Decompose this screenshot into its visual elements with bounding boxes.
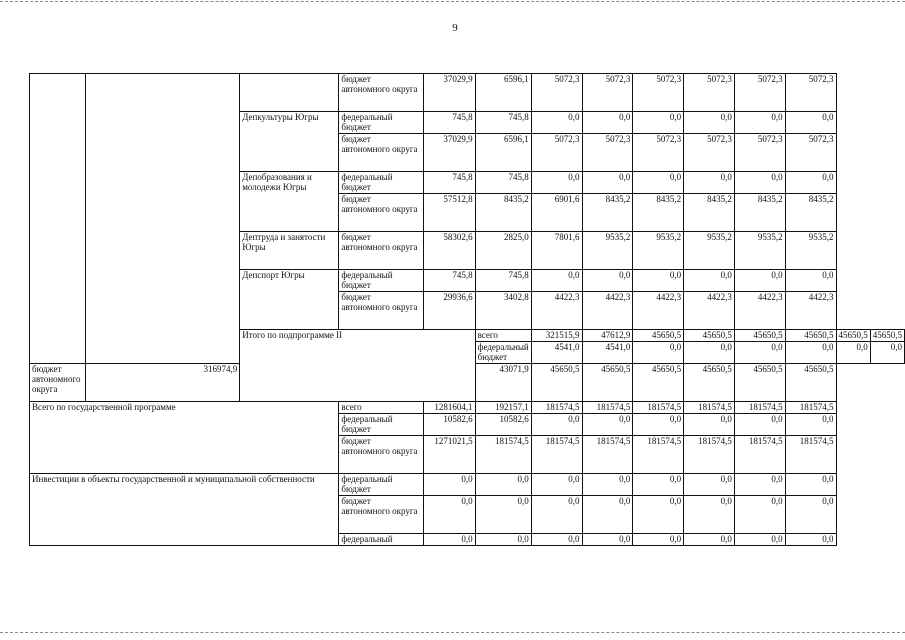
value-cell: 0,0	[633, 414, 684, 436]
value-cell: 45650,5	[531, 364, 582, 402]
value-cell: 181574,5	[684, 436, 735, 474]
source-label: бюджет автономного округа	[30, 364, 86, 402]
value-cell: 7801,6	[531, 232, 582, 270]
value-cell: 316974,9	[85, 364, 240, 402]
source-label: бюджет автономного округа	[339, 134, 424, 172]
source-label: федеральный бюджет	[339, 112, 424, 134]
value-cell: 5072,3	[633, 134, 684, 172]
value-cell: 745,8	[424, 270, 475, 292]
source-label: бюджет автономного округа	[339, 232, 424, 270]
value-cell: 8435,2	[785, 194, 836, 232]
value-cell: 181574,5	[475, 436, 531, 474]
source-label: федеральный бюджет	[339, 414, 424, 436]
value-cell: 9535,2	[684, 232, 735, 270]
table-row	[30, 402, 905, 414]
value-cell: 10582,6	[475, 414, 531, 436]
value-cell: 43071,9	[475, 364, 531, 402]
scan-edge-bottom	[0, 632, 905, 633]
value-cell: 45650,5	[734, 364, 785, 402]
value-cell: 37029,9	[424, 134, 475, 172]
value-cell: 4422,3	[582, 292, 633, 330]
value-cell: 0,0	[475, 534, 531, 546]
table-row	[30, 74, 905, 112]
value-cell: 29936,6	[424, 292, 475, 330]
value-cell: 181574,5	[531, 436, 582, 474]
value-cell: 0,0	[633, 474, 684, 496]
subtotal-label: Итого по подпрограмме II	[240, 330, 475, 402]
value-cell: 4422,3	[684, 292, 735, 330]
value-cell: 37029,9	[424, 74, 475, 112]
value-cell: 8435,2	[582, 194, 633, 232]
value-cell: 0,0	[684, 534, 735, 546]
value-cell: 8435,2	[475, 194, 531, 232]
value-cell: 0,0	[582, 112, 633, 134]
value-cell: 181574,5	[785, 402, 836, 414]
value-cell: 4541,0	[582, 342, 633, 364]
value-cell: 0,0	[684, 172, 735, 194]
value-cell: 0,0	[531, 474, 582, 496]
value-cell: 745,8	[424, 172, 475, 194]
value-cell: 6901,6	[531, 194, 582, 232]
value-cell: 5072,3	[531, 74, 582, 112]
value-cell: 0,0	[785, 172, 836, 194]
value-cell: 321515,9	[531, 330, 582, 342]
value-cell: 10582,6	[424, 414, 475, 436]
value-cell: 6596,1	[475, 74, 531, 112]
source-label: федеральный бюджет	[339, 172, 424, 194]
value-cell: 192157,1	[475, 402, 531, 414]
value-cell: 9535,2	[582, 232, 633, 270]
source-label: федеральный бюджет	[475, 342, 531, 364]
value-cell: 181574,5	[531, 402, 582, 414]
value-cell: 0,0	[633, 534, 684, 546]
source-label: бюджет автономного округа	[339, 496, 424, 534]
empty-cell	[85, 74, 240, 364]
value-cell: 4422,3	[785, 292, 836, 330]
value-cell: 47612,9	[582, 330, 633, 342]
value-cell: 45650,5	[785, 330, 836, 342]
value-cell: 0,0	[734, 474, 785, 496]
value-cell: 745,8	[424, 112, 475, 134]
value-cell: 1281604,1	[424, 402, 475, 414]
value-cell: 6596,1	[475, 134, 531, 172]
value-cell: 181574,5	[734, 436, 785, 474]
value-cell: 0,0	[785, 474, 836, 496]
value-cell: 0,0	[531, 534, 582, 546]
value-cell: 0,0	[734, 342, 785, 364]
value-cell: 181574,5	[582, 402, 633, 414]
value-cell: 45650,5	[582, 364, 633, 402]
value-cell: 0,0	[734, 534, 785, 546]
value-cell: 0,0	[582, 172, 633, 194]
value-cell: 5072,3	[633, 74, 684, 112]
value-cell: 4541,0	[531, 342, 582, 364]
value-cell: 0,0	[684, 474, 735, 496]
value-cell: 45650,5	[633, 364, 684, 402]
source-label: бюджет автономного округа	[339, 436, 424, 474]
value-cell: 3402,8	[475, 292, 531, 330]
value-cell: 58302,6	[424, 232, 475, 270]
value-cell: 8435,2	[734, 194, 785, 232]
value-cell: 5072,3	[734, 134, 785, 172]
value-cell: 1271021,5	[424, 436, 475, 474]
value-cell: 45650,5	[734, 330, 785, 342]
value-cell: 0,0	[684, 270, 735, 292]
page-number: 9	[452, 22, 458, 34]
value-cell: 0,0	[785, 496, 836, 534]
value-cell: 0,0	[785, 414, 836, 436]
value-cell: 0,0	[424, 496, 475, 534]
value-cell: 9535,2	[785, 232, 836, 270]
total-label: Всего по государственной программе	[30, 402, 339, 474]
value-cell: 0,0	[785, 270, 836, 292]
value-cell: 0,0	[633, 112, 684, 134]
value-cell: 181574,5	[582, 436, 633, 474]
value-cell: 181574,5	[633, 436, 684, 474]
source-label: федеральный бюджет	[339, 270, 424, 292]
table-row	[30, 474, 905, 496]
value-cell: 0,0	[684, 112, 735, 134]
value-cell: 0,0	[785, 342, 836, 364]
value-cell: 5072,3	[582, 74, 633, 112]
value-cell: 0,0	[734, 172, 785, 194]
value-cell: 745,8	[475, 172, 531, 194]
value-cell: 181574,5	[684, 402, 735, 414]
value-cell: 0,0	[633, 172, 684, 194]
value-cell: 0,0	[475, 496, 531, 534]
value-cell: 0,0	[531, 270, 582, 292]
value-cell: 5072,3	[531, 134, 582, 172]
source-label: бюджет автономного округа	[339, 74, 424, 112]
value-cell: 0,0	[531, 172, 582, 194]
value-cell: 9535,2	[734, 232, 785, 270]
value-cell: 8435,2	[633, 194, 684, 232]
value-cell: 5072,3	[582, 134, 633, 172]
department-name: Депспорт Югры	[240, 270, 339, 330]
value-cell: 45650,5	[870, 330, 904, 342]
value-cell: 181574,5	[734, 402, 785, 414]
value-cell: 57512,8	[424, 194, 475, 232]
value-cell: 2825,0	[475, 232, 531, 270]
source-label: бюджет автономного округа	[339, 292, 424, 330]
value-cell: 0,0	[684, 496, 735, 534]
value-cell: 4422,3	[531, 292, 582, 330]
value-cell: 45650,5	[684, 364, 735, 402]
value-cell: 0,0	[531, 112, 582, 134]
value-cell: 5072,3	[684, 74, 735, 112]
value-cell: 45650,5	[785, 364, 836, 402]
value-cell: 181574,5	[785, 436, 836, 474]
value-cell: 0,0	[582, 534, 633, 546]
value-cell: 0,0	[734, 414, 785, 436]
value-cell: 0,0	[424, 474, 475, 496]
value-cell: 0,0	[836, 342, 870, 364]
value-cell: 5072,3	[734, 74, 785, 112]
value-cell: 0,0	[531, 414, 582, 436]
source-label: бюджет автономного округа	[339, 194, 424, 232]
value-cell: 4422,3	[633, 292, 684, 330]
value-cell: 9535,2	[633, 232, 684, 270]
value-cell: 0,0	[684, 414, 735, 436]
value-cell: 0,0	[684, 342, 735, 364]
value-cell: 0,0	[424, 534, 475, 546]
department-name: Депобразования и молодежи Югры	[240, 172, 339, 232]
value-cell: 5072,3	[684, 134, 735, 172]
value-cell: 0,0	[531, 496, 582, 534]
empty-cell	[240, 74, 339, 112]
investment-label: Инвестиции в объекты государственной и муниципальной собственности	[30, 474, 339, 546]
department-name: Дептруда и занятости Югры	[240, 232, 339, 270]
department-name: Депкультуры Югры	[240, 112, 339, 172]
value-cell: 745,8	[475, 270, 531, 292]
value-cell: 745,8	[475, 112, 531, 134]
value-cell: 0,0	[870, 342, 904, 364]
value-cell: 45650,5	[684, 330, 735, 342]
value-cell: 8435,2	[684, 194, 735, 232]
value-cell: 0,0	[582, 474, 633, 496]
value-cell: 0,0	[475, 474, 531, 496]
value-cell: 0,0	[582, 414, 633, 436]
value-cell: 0,0	[633, 342, 684, 364]
source-label: всего	[339, 402, 424, 414]
source-label: федеральный бюджет	[339, 474, 424, 496]
value-cell: 0,0	[633, 496, 684, 534]
value-cell: 5072,3	[785, 74, 836, 112]
value-cell: 0,0	[734, 496, 785, 534]
value-cell: 4422,3	[734, 292, 785, 330]
value-cell: 0,0	[785, 112, 836, 134]
value-cell: 45650,5	[836, 330, 870, 342]
value-cell: 181574,5	[633, 402, 684, 414]
value-cell: 0,0	[734, 270, 785, 292]
source-label: федеральный	[339, 534, 424, 546]
budget-table	[29, 73, 905, 546]
value-cell: 0,0	[633, 270, 684, 292]
value-cell: 0,0	[582, 496, 633, 534]
value-cell: 0,0	[734, 112, 785, 134]
value-cell: 5072,3	[785, 134, 836, 172]
source-label: всего	[475, 330, 531, 342]
scan-edge-top	[0, 1, 905, 2]
value-cell: 0,0	[785, 534, 836, 546]
empty-cell	[30, 74, 86, 364]
value-cell: 0,0	[582, 270, 633, 292]
value-cell: 45650,5	[633, 330, 684, 342]
